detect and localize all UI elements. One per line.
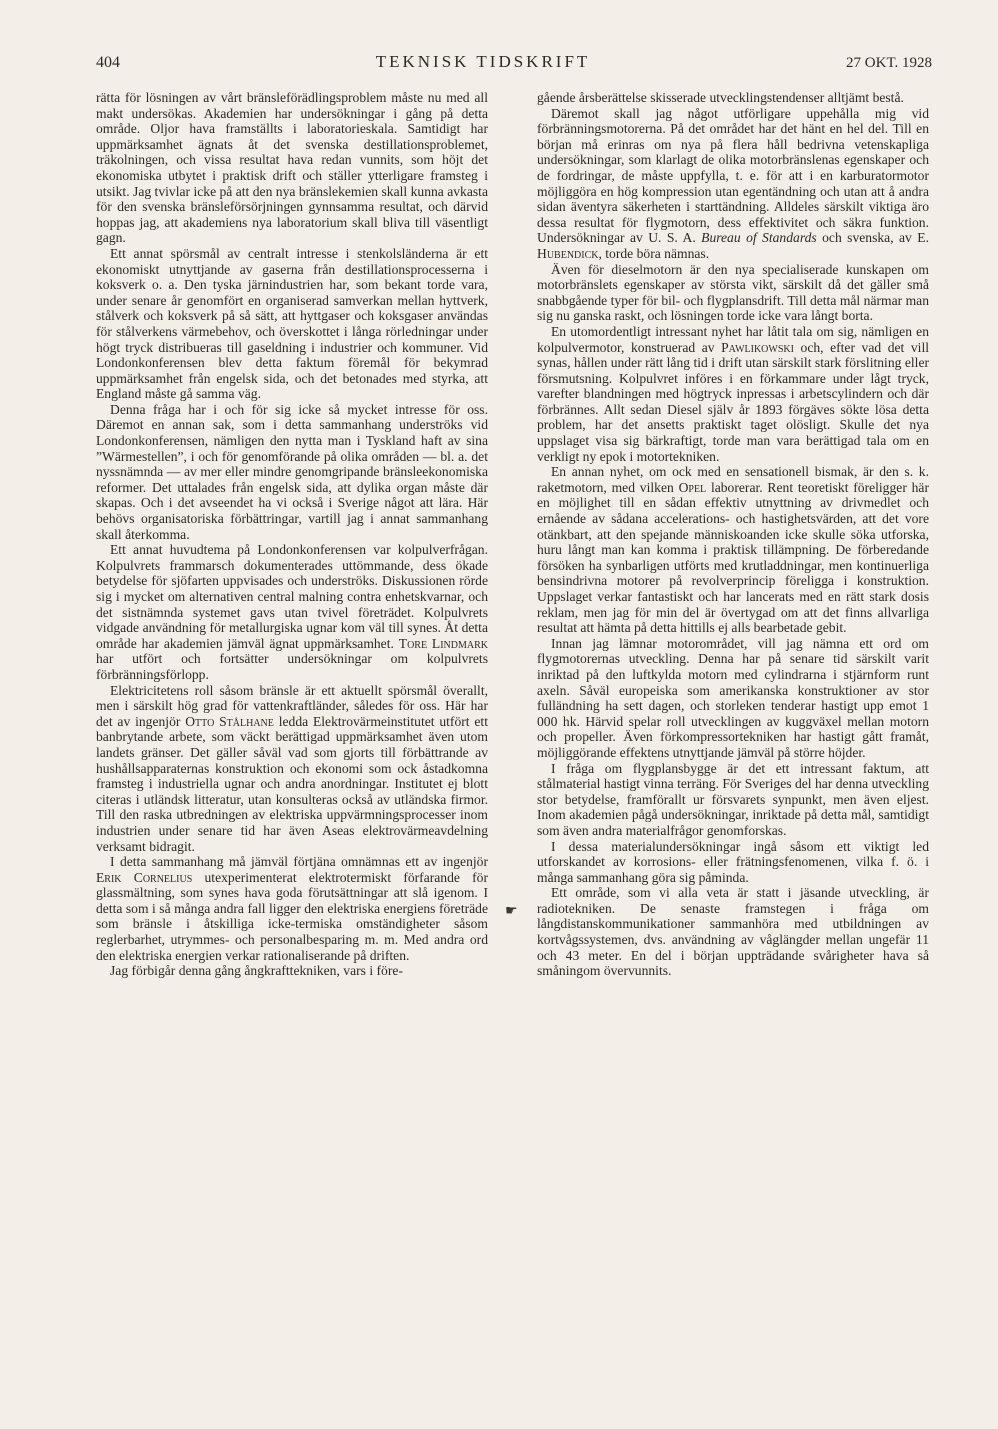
person-name: Erik Cornelius bbox=[96, 869, 193, 885]
text-run: har utfört och fortsätter undersökningar om kolpulvrets förbränningsförlopp. bbox=[96, 651, 488, 682]
paragraph: Jag förbigår denna gång ångkrafttekniken, vars i före- bbox=[110, 963, 403, 979]
person-name: Otto Stålhane bbox=[185, 713, 274, 729]
left-column bbox=[96, 90, 488, 979]
person-name: Pawlikowski bbox=[721, 339, 794, 355]
paragraph: Ett annat spörsmål av centralt intresse i stenkolsländerna är ett ekonomiskt utnyttjande av gaserna från destillationsprocesserna i koksverk o. a. Den tyska järnindustrien har, som bekant torde vara, under senare år genomfört en organiserad samverkan mellan hyttverk, stålverk och koksverk på så sätt, att hyttgaser och koksgaser användas för stålverkens värmebehov, och överskottet i långa rörledningar under högt tryck distribueras till gaseldning i industrier och kommuner. Vid Londonkonferensen blev detta faktum föremål för bekymrad uppmärksamhet från engelsk sida, och det betonades med styrka, att England måste gå samma väg. bbox=[96, 245, 488, 402]
text-run: En utomordentligt intressant nyhet har låtit tala om sig, nämligen en kolpulvermotor, konstruerad av bbox=[537, 323, 929, 355]
paragraph bbox=[537, 324, 929, 464]
paragraph bbox=[537, 106, 929, 262]
paragraph bbox=[96, 542, 488, 682]
text-run: Ett annat huvudtema på Londonkonferensen var kolpulverfrågan. Kolpulvrets frammarsch dokumenterades uttömmande, dess ökade betydelse för sjöfarten uppvisades och underströks. Diskussionen rörde sig i mycket om alternativen central malning contra enhetskvarnar, och det sistnämnda systemet gavs utan tvivel företrädet. Kolpulvrets vidgade användning för metallurgiska ugnar kom väl till synes. Åt detta område har akademien jämväl ägnat uppmärksamhet. bbox=[96, 542, 488, 651]
page-header bbox=[96, 52, 932, 78]
text-run: och, efter vad det vill synas, hållen under rätt lång tid i drift utan särskilt stark förslitning eller försmutsning. Kolpulvret införes i en förkammare under lågt tryck, varefter blandningen med högtryck inpressas i arbetscylindern och där förbrännes. Allt sedan Diesel själv år 1893 förgäves sökte lösa detta problem, har det ansetts praktiskt taget olösligt. Skulle det nya uppslaget visa sig bärkraftigt, torde man vara berättigad tala om en verkligt ny epok i motortekniken. bbox=[537, 339, 929, 464]
person-name: E. Hubendick bbox=[537, 230, 929, 261]
paragraph: gående årsberättelse skisserade utvecklingstendenser alltjämt bestå. bbox=[537, 90, 904, 105]
italic-title: Bureau of Standards bbox=[701, 230, 817, 246]
text-run: ledda Elektrovärmeinstitutet utfört ett banbrytande arbete, som väckt berättigad uppmärksamhet även utom landets gränser. Det gäller såväl vad som gjorts till förbättrande av hushållsapparaternas konstruktion och ekonomi som ock åstadkomna framsteg i industriella ugnar och andra anordningar. Institutet ej blott citeras i utländsk litteratur, utan konsulteras också av utländska firmor. Till den raska utbredningen av elektriska uppvärmningsprocesser inom industrien under senare tid har även Aseas elektrovärmeavdelning verksamt bidragit. bbox=[96, 713, 488, 854]
paragraph: I fråga om flygplansbygge är det ett intressant faktum, att stålmaterial hastigt vinna terräng. För Sveriges del har denna utveckling stor betydelse, framförallt ur försvarets synpunkt, men även eljest. Inom akademien pågå undersökningar, inriktade på detta mål, samtidigt som även andra materialfrågor genomforskas. bbox=[537, 760, 929, 838]
text-run: Innan jag lämnar motorområdet, vill jag nämna ett bbox=[551, 635, 873, 651]
pointing-hand-icon: ☛ bbox=[505, 904, 518, 919]
paragraph: rätta för lösningen av vårt bränsleförädlingsproblem måste nu med all makt undersökas. Akademien har undersökningar i gång på detta område. Oljor hava framställts i laboratorieskala. Samtidigt har uppmärksamhet ägnats åt det svenska destillationsproblemet, träkolningen, och vissa resultat hava redan vunnits, som höjt det ekonomiska utbytet i praktisk drift och ställer ytterligare framsteg i utsikt. Jag tvivlar icke på att den nya bränslekemien skall kunna avkasta för den svenska bränsleförsörjningen gynnsamma resultat, och därvid hoppas jag, att akademiens nya laboratorium skall bliva till väsentligt gagn. bbox=[96, 90, 488, 246]
paragraph: I dessa materialundersökningar ingå såsom ett viktigt led utforskandet av korrosions- eller frätningsfenomenen, vilka f. ö. i många sammanhang göra sig påminda. bbox=[537, 838, 929, 885]
journal-title: TEKNISK TIDSKRIFT bbox=[375, 52, 591, 71]
issue-date-month: OKT. bbox=[864, 55, 899, 71]
issue-date-day: 27 bbox=[846, 55, 862, 71]
text-run: Däremot skall jag något utförligare uppehålla mig vid förbränningsmotorerna. På det området har det hänt en hel del. Till en början må erinras om nya på flera håll bedrivna vetenskapliga undersökningar, som klarlagt de olika motorbränslenas egenskaper och de fordringar, de måste uppfylla, t. e. för att i en karburatormotor möjliggöra en hög kompression utan egentändning och utan att å andra sidan äventyra säkerheten i starttändning. Alldeles särskilt viktiga äro dessa resultat för flygmotorn, dess effektivitet och säkra funktion. Undersökningar av U. S. A. bbox=[537, 105, 929, 246]
text-run: Elektricitetens roll såsom bränsle är ett aktuellt spörsmål överallt, men i särskilt hög grad för vattenkraftländer, således för oss. Här har det av ingenjör bbox=[96, 682, 488, 729]
paragraph bbox=[537, 464, 929, 636]
paragraph: Denna fråga har i och för sig icke så mycket intresse för oss. Däremot en annan sak, som i detta sammanhang underströks vid Londonkonferensen, nämligen den nytta man i Tyskland haft av sina ”Wärmestellen”, i och för genomförande på olika områden — bl. a. det nyssnämnda — av mer eller mindre genomgripande bränsleekonomiska reformer. Det uttalades från engelsk sida, att dylika organ måste där skapas. Och i det avseendet ha vi också i Sverige något att lära. Här behövs organisatoriska förbättringar, vartill jag i annat sammanhang skall återkomma. bbox=[96, 401, 488, 542]
text-run: ord om flygmotorernas utveckling. Denna har på senare tid särskilt varit inriktad på den luftkylda motorn med cylindrarna i stjärnform runt axeln. Såväl europeiska som amerikanska konstruktioner av stor fulländning ha sett dagen, och storleken tenderar hastigt upp emot 1 000 hk. Härvid spelar roll utvecklingen av kuggväxel mellan motorn och propeller. Även förkompressortekniken har hastigt gått framåt, möjliggörande effektens utnyttjande jämväl på större höjder. bbox=[537, 635, 929, 760]
right-column bbox=[537, 90, 929, 979]
text-run: En annan nyhet, om ock med en sensationell bismak, är den s. k. raketmotorn, med vilken bbox=[537, 464, 929, 495]
company-name: Opel bbox=[678, 479, 707, 495]
text-run: , torde böra nämnas. bbox=[598, 245, 710, 261]
issue-date bbox=[846, 55, 932, 72]
paragraph bbox=[537, 636, 929, 761]
page-number: 404 bbox=[96, 54, 120, 71]
text-run: och svenska, av bbox=[822, 230, 912, 246]
text-run: laborerar. Rent teoretiskt föreligger här en möjlighet till en sådan effektiv utnyttning av drivmedlet och ernående av sådana accelerations- och hastighetsvärden, att det vore otänkbart, att den spejande människoanden icke skulle söka utforska, huru långt man kan komma i praktisk tillämpning. De förberedande försöken ha synbarligen utförts med krutladdningar, men kontinuerliga bensindrivna motorer på revolverprincip föreligga i konstruktion. Uppslaget verkar fantastiskt och har lancerats med en rätt stark dosis reklam, men jag för min del är övertygad om att det finns allvarliga resultat att hämta på detta hittills ej alls bearbetade gebit. bbox=[537, 479, 929, 636]
paragraph bbox=[96, 854, 488, 963]
issue-date-year: 1928 bbox=[902, 55, 932, 71]
paragraph: Även för dieselmotorn är den nya specialiserade kunskapen om motorbränslets egenskaper av största vikt, särskilt då det gäller små snabbgående typer för bil- och flygplansdrift. Till detta mål närmar man sig nu ganska raskt, och lösningen torde icke vara långt borta. bbox=[537, 261, 929, 324]
person-name: Tore Lindmark bbox=[398, 635, 489, 651]
paragraph bbox=[96, 683, 488, 855]
text-run: I detta sammanhang må jämväl förtjäna omnämnas ett av ingenjör bbox=[110, 854, 488, 870]
text-run: utexperimenterat elektrotermiskt förfarande för glassmältning, som synes hava goda förutsättningar att slå igenom. I detta som i så många andra fall ligger den elektriska energiens företräde som bränsle i åtskilliga icke-termiska omständigheter såsom reglerbarhet, utrymmes- och personalbesparing m. m. Med andra ord den elektriska energien verkar rationaliserande på driften. bbox=[96, 869, 489, 963]
paragraph: Ett område, som vi alla veta är statt i jäsande utveckling, är radiotekniken. De senaste framstegen i fråga om långdistanskommunikationer sammanhöra med utbildningen av kortvågssystemen, dvs. användning av våglängder mellan ungefär 11 och 43 meter. En del i början uppträdande svårigheter hava så småningom övervunnits. bbox=[537, 885, 929, 979]
